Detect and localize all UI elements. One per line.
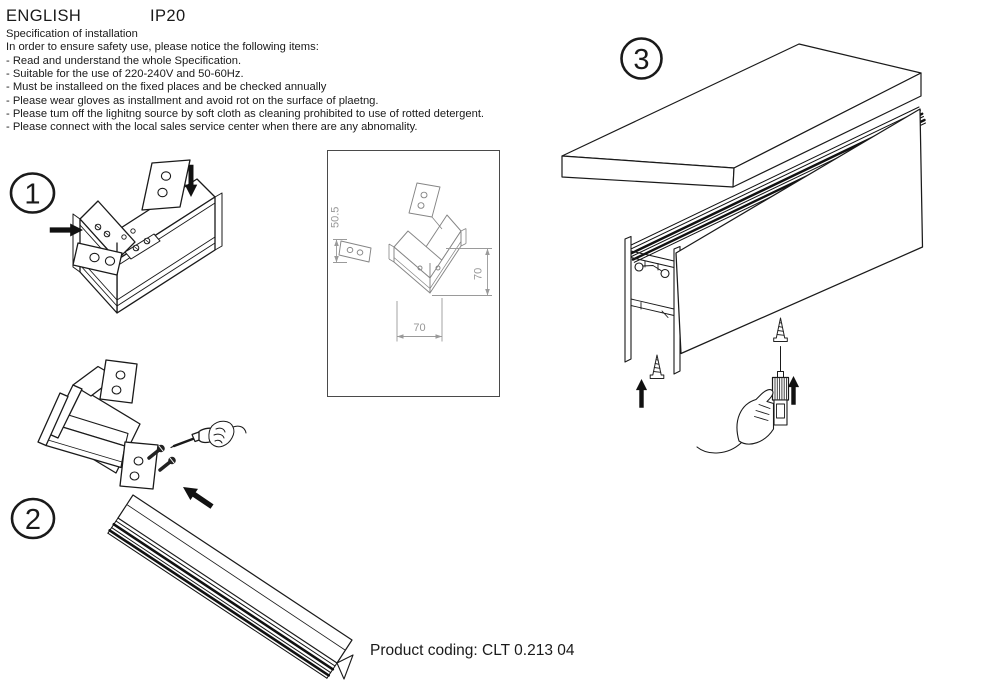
screw-up-arrow-icon xyxy=(788,376,799,405)
dim-arrowhead xyxy=(334,256,339,263)
dim-arrowhead xyxy=(334,240,339,247)
dim-arrowhead xyxy=(397,334,404,339)
dim-plate-left xyxy=(339,241,371,262)
screw-bolt-icon xyxy=(160,457,176,470)
step1-number: 1 xyxy=(24,178,41,211)
screw-up-arrow-icon xyxy=(636,379,647,408)
step3-number: 3 xyxy=(633,44,650,76)
screw-post-icon xyxy=(131,229,135,233)
mounting-screw-icon xyxy=(650,355,664,379)
connector-plate-top xyxy=(100,360,137,403)
dim-arrowhead xyxy=(485,249,490,256)
screw-post-icon xyxy=(122,235,126,239)
slide-in-arrow-icon xyxy=(179,481,216,512)
step1-corner-connector-diagram xyxy=(50,160,222,313)
spec-item: - Read and understand the whole Specification. xyxy=(6,54,242,67)
spec-item: - Please wear gloves as installment and avoid rot on the surface of plaetng. xyxy=(6,94,379,107)
product-coding-label: Product coding: CLT 0.213 04 xyxy=(370,642,575,659)
mounting-screw-icon xyxy=(774,318,788,342)
dim-link-line xyxy=(432,217,442,229)
step2-screw-fix-diagram xyxy=(38,360,353,679)
spec-item: - Please tum off the lighitng source by soft cloth as cleaning prohibited to use of rotted detergent. xyxy=(6,108,485,121)
dim-plate-top xyxy=(409,183,440,217)
dimension-bottom-width-label: 70 xyxy=(413,322,426,334)
specification-intro: In order to ensure safety use, please notice the following items: xyxy=(6,41,319,54)
ip-rating-label: IP20 xyxy=(150,7,186,25)
dim-arrowhead xyxy=(485,289,490,296)
dim-lines-bottom xyxy=(397,298,442,342)
connector-right-end-cap xyxy=(215,193,222,250)
dimension-side-height-label: 70 xyxy=(472,267,485,280)
track-cross-section xyxy=(625,237,680,375)
spec-item: - Suitable for the use of 220-240V and 50-60Hz. xyxy=(6,68,244,81)
spec-item: - Must be installeed on the fixed places and be checked annually xyxy=(6,81,327,94)
dimension-plate-height-label: 50.5 xyxy=(329,206,342,228)
dim-end-cap xyxy=(389,244,394,262)
step3-ceiling-mount-diagram xyxy=(562,44,926,453)
profile-rail-top-face xyxy=(118,495,352,663)
specification-title: Specification of installation xyxy=(6,28,138,40)
profile-rail-extrusion-lines xyxy=(108,518,337,678)
insert-right-arrow-icon xyxy=(50,224,83,237)
profile-rail-fold-line xyxy=(128,505,346,650)
step2-number: 2 xyxy=(24,504,42,536)
dimension-detail-box xyxy=(328,151,500,397)
step3-badge xyxy=(622,39,662,79)
electric-screwdriver-icon xyxy=(773,372,789,426)
step2-badge xyxy=(12,499,54,538)
dim-arrowhead xyxy=(436,334,443,339)
language-label: ENGLISH xyxy=(6,7,82,25)
hand-icon xyxy=(697,390,774,453)
step1-badge xyxy=(11,174,54,213)
dim-end-cap xyxy=(461,229,466,247)
spec-item: - Please connect with the local sales service center when there are any abnomality. xyxy=(6,121,418,134)
hand-icon xyxy=(209,421,246,447)
